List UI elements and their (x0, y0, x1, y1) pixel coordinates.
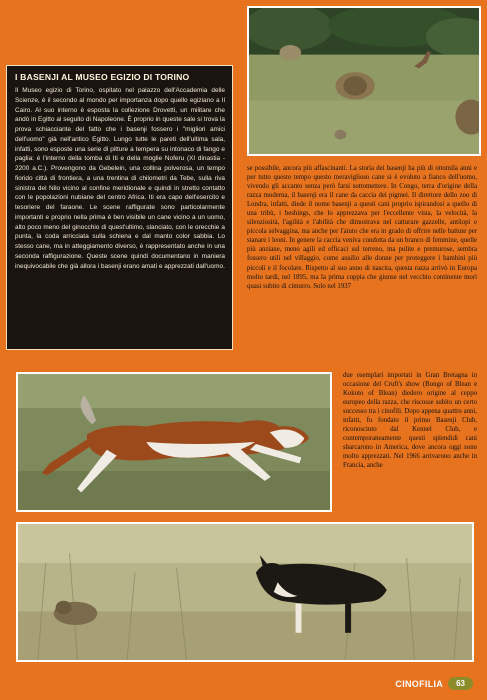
article-column-2: due esemplari importati in Gran Bretagna in occasione del Cruft's show (Bongo of Blean e Kokoto of Blean) diedero origine al ceppo europeo della razza, che riscosse subito un certo successo tra i cinofili. Dopo appena quattro anni, infatti, fu fondato il primo Basenji Club, riconosciuto dal Kennel Club, e contemporaneamente questi splendidi cani sbarcarono in America, dove ancora oggi sono molto apprezzati. Nel 1966 arrivarono anche in Francia, anche (343, 372, 477, 470)
museum-sidebar (6, 65, 233, 350)
page-footer (395, 677, 473, 690)
photo-basenji-hunting-grass (16, 522, 474, 662)
sidebar-body: Il Museo egizio di Torino, ospitato nel palazzo dell'Accademia delle Scienze, è il secondo al mondo per importanza dopo quello egiziano a Il Cairo. Al suo interno è esposta la collezione Drovetti, un militare che andò in Egitto al seguito di Napoleone. È proprio in queste sale si trova la prova schiacciante del fatto che i basenji fossero i "migliori amici dell'uomo" già nell'antico Egitto. Lungo tutte le pareti dell'ultima sala, infatti, sono esposte una serie di pitture a tempera su intonaco di fango e paglia: è l'interno della tomba di Iti e della moglie Noferu (XI dinastia - 2200 a.C.). Provengono da Gebelein, una collina polverosa, un tempo fiorido città di frontiera, a una trentina di chilometri da Tebe, sulla riva sinistra del Nilo vicino al confine meridionale e quindi in stretto contatto con le popolazioni nubiane del centro Africa. Iti era capo dell'esercito e tesoriere del faraone. Le scene raffigurate sono particolarmente importanti e proprio nella prima è ben visibile un cane vicino a un uomo, alto poco meno del ginocchio di quest'ultimo, slanciato, con le orecchie a punta, la coda arricciata sulla schiena e dal manto color sabbia. Lo stesso cane, ma in atteggiamento diverso, è rappresentato anche in una seconda raffigurazione. Queste scene quindi documentano in maniera inequivocabile che già allora i basenji erano amati e apprezzati dall'uomo. (15, 87, 225, 270)
photo-field-hay-bales (247, 6, 481, 156)
sidebar-title: I BASENJI AL MUSEO EGIZIO DI TORINO (15, 72, 190, 82)
magazine-logo: CINOFILIA (395, 678, 444, 689)
article-column-1: se possibile, ancora più affascinanti. La storia dei basenji ha più di ottomila anni e per tutto questo tempo questo meraviglioso cane si è evoluto a fianco dell'uomo, vivendo gli accanto senza però farsi sottomettere. In Congo, terra d'origine della razza moderna, il basenji era il cane da caccia dei pigmei. Il direttore dello zoo di Londra, infatti, diede il nome basenji a questi cani proprio ispirandosi a quello di una tribù, i beshings, che lo apprezzava per l'eccellente vista, la velocità, la silenziosità, l'agilità e l'abilità che dimostrava nel catturare gazzelle, antilopi e piccola selvaggina, ma anche per l'aiuto che era in grado di offrire nelle battute per stanare i leoni. In genere la caccia veniva condotta da un branco di femmine, quelle più anziane, meno agili ed efficaci sul terreno, ma pulite e premurose, sembra fossero utili nel villaggio, come ausilio alle donne per proteggere i bambini più piccoli e il focolare. Rispetto al suo anno di nascita, questa razza arrivò in Europa molto tardi, nel 1895, ma la prima coppia che giunse nel vecchio continente morì quasi subito di cimurro. Solo nel 1937 (247, 165, 477, 290)
photo-running-basenji (16, 372, 332, 512)
page-number: 63 (448, 677, 473, 690)
